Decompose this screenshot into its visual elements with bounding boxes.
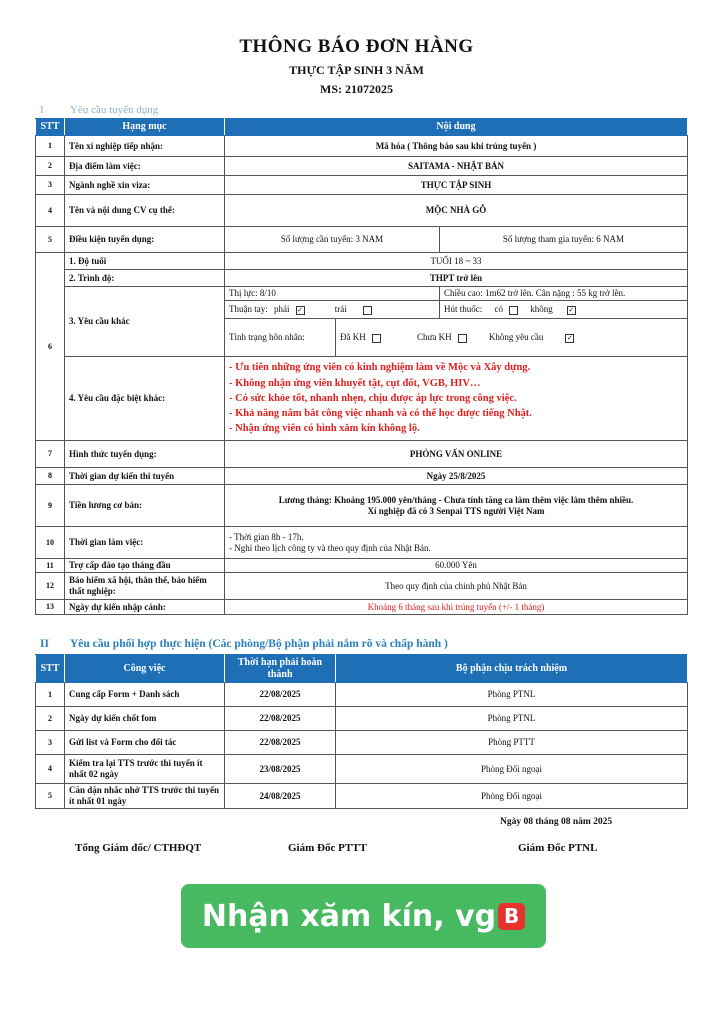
row-label: Tên và nội dung CV cụ thể: [65, 195, 225, 227]
smoke-no-label: không [530, 304, 553, 315]
other-requirements-label: 3. Yêu cầu khác [65, 287, 225, 357]
document-title: THÔNG BÁO ĐƠN HÀNG [239, 36, 474, 57]
row-stt: 9 [36, 485, 65, 527]
row-value: MỘC NHÀ GỖ [225, 195, 688, 227]
row-deadline: 22/08/2025 [225, 707, 336, 731]
row-department: Phòng PTTT [336, 731, 688, 755]
special-requirement-item: - Nhận ứng viên có hình xăm kín không lộ. [229, 423, 420, 435]
marital-label: Tình trạng hôn nhân: [225, 319, 336, 357]
row-stt: 6 [36, 253, 65, 441]
hand-right-label: phải [274, 304, 290, 315]
age-value: TUỔI 18 ~ 33 [225, 253, 688, 270]
col-header-stt: STT [36, 655, 65, 683]
col-header-task: Công việc [65, 655, 225, 683]
height-weight-value: Chiều cao: 1m62 trở lên. Cân nặng : 55 kg trở lên. [440, 287, 688, 301]
education-label: 2. Trình độ: [65, 270, 225, 287]
table-row [36, 270, 688, 287]
table-row [36, 527, 688, 559]
row-label: Thời gian làm việc: [65, 527, 225, 559]
no-requirement-label: Không yêu cầu [488, 332, 544, 343]
table-row [36, 755, 688, 784]
row-stt: 7 [36, 441, 65, 468]
row-department: Phòng PTNL [336, 683, 688, 707]
salary-line: Lương tháng: Khoảng 195.000 yên/tháng - Chưa tính tăng ca làm thêm việc làm thêm nhiều. [278, 494, 634, 505]
checkbox-empty-icon [458, 334, 467, 343]
caption-banner [181, 884, 546, 948]
requirements-table [35, 118, 688, 615]
row-label: Bảo hiểm xã hội, thân thể, bảo hiểm thất nghiệp: [65, 573, 225, 600]
table-row [36, 468, 688, 485]
section-1-heading [40, 104, 158, 116]
row-value: PHỎNG VẤN ONLINE [225, 441, 688, 468]
row-label: Ngày dự kiến nhập cảnh: [65, 600, 225, 615]
row-deadline: 22/08/2025 [225, 683, 336, 707]
col-header-category: Hạng mục [65, 119, 225, 136]
table-row [36, 559, 688, 573]
section-1-title: Yêu cầu tuyển dụng [70, 104, 159, 116]
age-label: 1. Độ tuổi [65, 253, 225, 270]
holidays-line: - Nghỉ theo lịch công ty và theo quy định của Nhật Bản. [229, 542, 431, 553]
row-stt: 4 [36, 195, 65, 227]
row-stt: 12 [36, 573, 65, 600]
row-stt: 3 [36, 731, 65, 755]
handedness-cell [225, 301, 440, 319]
checkbox-checked-icon: ✓ [568, 305, 575, 314]
col-header-content: Nội dung [225, 119, 688, 136]
table-row [36, 573, 688, 600]
row-task: Căn dặn nhắc nhở TTS trước thi tuyển ít nhất 01 ngày [65, 784, 225, 809]
row-stt: 1 [36, 136, 65, 157]
special-requirement-item: - Ưu tiên những ứng viên có kinh nghiệm làm về Mộc và Xây dựng. [229, 362, 531, 374]
row-stt: 10 [36, 527, 65, 559]
row-task: Gửi list và Form cho đối tác [65, 731, 225, 755]
checkbox-empty-icon [509, 306, 518, 315]
col-header-deadline: Thời hạn phải hoàn thành [225, 655, 336, 683]
table-row [36, 136, 688, 157]
table-row [36, 707, 688, 731]
single-label: Chưa KH [417, 332, 452, 343]
row-task: Ngày dự kiến chốt fom [65, 707, 225, 731]
row-value-needed: Số lượng cần tuyển: 3 NAM [225, 227, 440, 253]
row-label: Điều kiện tuyển dụng: [65, 227, 225, 253]
signature-ceo: Tổng Giám đốc/ CTHĐQT [75, 842, 202, 854]
table-row [36, 157, 688, 176]
row-value: 60.000 Yên [225, 559, 688, 573]
document-subtitle: THỰC TẬP SINH 3 NĂM [289, 63, 424, 77]
signature-director-ptnl: Giám Đốc PTNL [518, 842, 598, 854]
row-label: Trợ cấp đào tạo tháng đầu [65, 559, 225, 573]
table-row [36, 357, 688, 441]
row-value [225, 485, 688, 527]
signing-date: Ngày 08 tháng 08 năm 2025 [500, 817, 613, 827]
row-label: Ngành nghề xin viza: [65, 176, 225, 195]
row-value-participants: Số lượng tham gia tuyển: 6 NAM [440, 227, 688, 253]
table-row [36, 253, 688, 270]
row-stt: 13 [36, 600, 65, 615]
table-row [36, 784, 688, 809]
row-task: Kiểm tra lại TTS trước thi tuyển ít nhất 02 ngày [65, 755, 225, 784]
smoking-label: Hút thuốc: [444, 304, 483, 315]
checkbox-empty-icon [372, 334, 381, 343]
married-label: Đã KH [340, 332, 366, 343]
row-label: Hình thức tuyển dụng: [65, 441, 225, 468]
smoking-cell [440, 301, 688, 319]
row-stt: 3 [36, 176, 65, 195]
row-value: THỰC TẬP SINH [225, 176, 688, 195]
caption-text: Nhận xăm kín, vg [201, 898, 497, 934]
section-2-heading [40, 638, 448, 650]
signature-director-pttt: Giám Đốc PTTT [288, 842, 367, 854]
row-deadline: 24/08/2025 [225, 784, 336, 809]
col-header-department: Bộ phận chịu trách nhiệm [336, 655, 688, 683]
row-value: Mã hóa ( Thông báo sau khi trúng tuyển ) [225, 136, 688, 157]
row-stt: 4 [36, 755, 65, 784]
table-row [36, 441, 688, 468]
document-code: MS: 21072025 [320, 82, 393, 96]
row-stt: 11 [36, 559, 65, 573]
row-deadline: 23/08/2025 [225, 755, 336, 784]
education-value: THPT trở lên [225, 270, 688, 287]
table-row [36, 731, 688, 755]
smoke-yes-label: có [494, 304, 503, 315]
row-value: Ngày 25/8/2025 [225, 468, 688, 485]
row-stt: 8 [36, 468, 65, 485]
table-row [36, 176, 688, 195]
row-stt: 5 [36, 227, 65, 253]
checkbox-checked-icon: ✓ [297, 305, 303, 314]
col-header-stt: STT [36, 119, 65, 136]
row-stt: 5 [36, 784, 65, 809]
row-department: Phòng PTNL [336, 707, 688, 731]
row-value [225, 527, 688, 559]
coordination-table [35, 654, 688, 809]
checkbox-checked-icon: ✓ [566, 333, 573, 342]
section-1-number: I [40, 104, 44, 116]
hand-left-label: trái [334, 304, 347, 315]
row-department: Phòng Đối ngoại [336, 755, 688, 784]
senpai-line: Xí nghiệp đã có 3 Senpai TTS người Việt Nam [367, 505, 545, 516]
table-row [36, 227, 688, 253]
checkbox-empty-icon [363, 306, 372, 315]
vision-value: Thị lực: 8/10 [225, 287, 440, 301]
table-row [36, 195, 688, 227]
work-hours-line: - Thời gian 8h - 17h. [229, 531, 304, 542]
row-label: Tiền lương cơ bản: [65, 485, 225, 527]
table-row [36, 485, 688, 527]
table-row [36, 683, 688, 707]
row-label: Thời gian dự kiến thi tuyển [65, 468, 225, 485]
special-requirements-label: 4. Yêu cầu đặc biệt khác: [65, 357, 225, 441]
section-2-title: Yêu cầu phối hợp thực hiện (Các phòng/Bộ phận phải nắm rõ và chấp hành ) [70, 638, 448, 650]
table-row [36, 287, 688, 301]
row-stt: 2 [36, 707, 65, 731]
special-requirements-list [225, 357, 688, 441]
b-button-icon: B [498, 903, 525, 930]
row-value: Khoảng 6 tháng sau khi trúng tuyển (+/- 1 tháng) [225, 600, 688, 615]
row-task: Cung cấp Form + Danh sách [65, 683, 225, 707]
row-stt: 2 [36, 157, 65, 176]
table-row [36, 600, 688, 615]
section-2-number: II [40, 638, 49, 650]
special-requirement-item: - Không nhận ứng viên khuyết tật, cụt đốt, VGB, HIV… [229, 377, 481, 389]
row-value: SAITAMA - NHẬT BẢN [225, 157, 688, 176]
row-department: Phòng Đối ngoại [336, 784, 688, 809]
row-label: Tên xí nghiệp tiếp nhận: [65, 136, 225, 157]
row-stt: 1 [36, 683, 65, 707]
row-deadline: 22/08/2025 [225, 731, 336, 755]
handedness-label: Thuận tay: [229, 304, 268, 315]
row-value: Theo quy định của chính phủ Nhật Bản [225, 573, 688, 600]
marital-options [336, 319, 688, 357]
special-requirement-item: - Khả năng nắm bắt công việc nhanh và có thể học được tiếng Nhật. [229, 408, 532, 420]
special-requirement-item: - Có sức khỏe tốt, nhanh nhẹn, chịu được áp lực trong công việc. [229, 392, 517, 404]
row-label: Địa điểm làm việc: [65, 157, 225, 176]
